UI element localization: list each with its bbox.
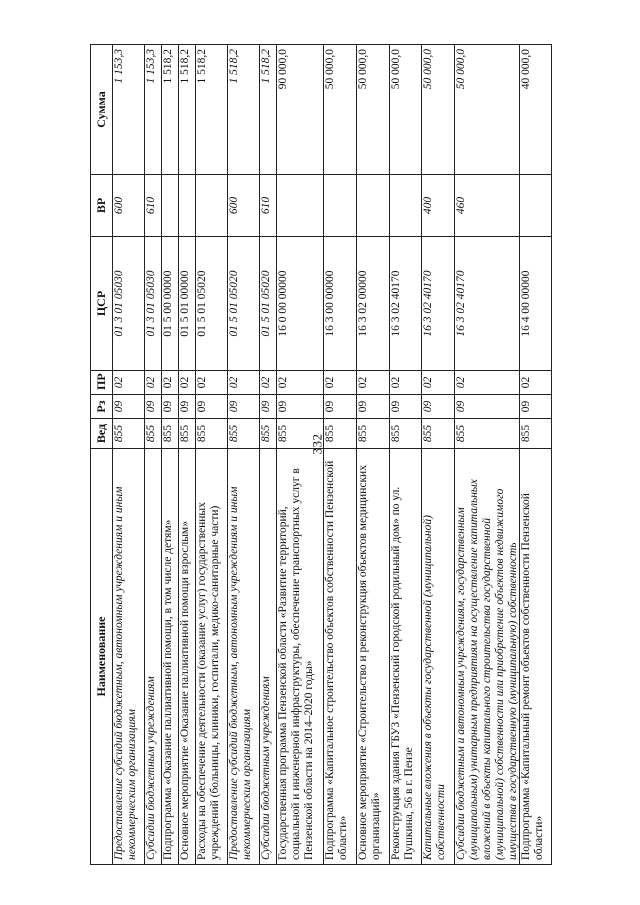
cell-rz: 09 — [455, 395, 520, 419]
header-ved: Вед — [91, 419, 113, 449]
cell-sum: 1 518,2 — [179, 45, 196, 175]
cell-rz: 09 — [162, 395, 179, 419]
cell-ved: 855 — [422, 419, 455, 449]
cell-rz: 09 — [520, 395, 552, 419]
cell-pr: 02 — [179, 371, 196, 395]
cell-csr: 01 5 01 05020 — [260, 237, 277, 371]
cell-name: Предоставление субсидий бюджетным, автономным учреждениям и иным некоммерческим организациям — [113, 449, 145, 865]
cell-pr: 02 — [145, 371, 162, 395]
cell-csr: 16 3 00 00000 — [324, 237, 357, 371]
cell-ved: 855 — [228, 419, 260, 449]
cell-name: Подпрограмма «Оказание паллиативной помощи, в том числе детям» — [162, 449, 179, 865]
cell-ved: 855 — [179, 419, 196, 449]
table-row — [260, 45, 277, 865]
table-row — [179, 45, 196, 865]
table-row — [113, 45, 145, 865]
cell-rz: 09 — [422, 395, 455, 419]
budget-table — [90, 44, 552, 865]
table-row — [145, 45, 162, 865]
cell-ved: 855 — [113, 419, 145, 449]
table-row — [324, 45, 357, 865]
cell-vr: 600 — [228, 175, 260, 237]
cell-vr: 460 — [455, 175, 520, 237]
cell-ved: 855 — [145, 419, 162, 449]
cell-pr: 02 — [390, 371, 422, 395]
cell-csr: 16 3 02 40170 — [390, 237, 422, 371]
cell-csr: 16 3 02 40170 — [455, 237, 520, 371]
cell-vr — [357, 175, 390, 237]
cell-sum: 1 518,2 — [260, 45, 277, 175]
cell-ved: 855 — [390, 419, 422, 449]
cell-csr: 01 5 00 00000 — [162, 237, 179, 371]
cell-name: Расходы на обеспечение деятельности (оказание услуг) государственных учреждений (больницы, клиники, госпитали, медико-санитарные части) — [196, 449, 228, 865]
cell-ved: 855 — [357, 419, 390, 449]
cell-ved: 855 — [196, 419, 228, 449]
header-pr: ПР — [91, 371, 113, 395]
cell-ved: 855 — [277, 419, 324, 449]
cell-name: Субсидии бюджетным учреждениям — [145, 449, 162, 865]
cell-pr: 02 — [455, 371, 520, 395]
cell-csr: 01 3 01 05030 — [113, 237, 145, 371]
cell-rz: 09 — [179, 395, 196, 419]
cell-rz: 09 — [228, 395, 260, 419]
cell-pr: 02 — [228, 371, 260, 395]
cell-pr: 02 — [520, 371, 552, 395]
cell-rz: 09 — [145, 395, 162, 419]
cell-sum: 90 000,0 — [277, 45, 324, 175]
cell-csr: 16 0 00 00000 — [277, 237, 324, 371]
cell-sum: 50 000,0 — [422, 45, 455, 175]
table-row — [455, 45, 520, 865]
cell-pr: 02 — [422, 371, 455, 395]
cell-pr: 02 — [196, 371, 228, 395]
cell-sum: 1 518,2 — [228, 45, 260, 175]
cell-sum: 40 000,0 — [520, 45, 552, 175]
cell-ved: 855 — [162, 419, 179, 449]
cell-vr — [277, 175, 324, 237]
cell-pr: 02 — [324, 371, 357, 395]
cell-csr: 01 5 01 00000 — [179, 237, 196, 371]
cell-rz: 09 — [357, 395, 390, 419]
cell-sum: 50 000,0 — [455, 45, 520, 175]
cell-vr — [162, 175, 179, 237]
table-row — [422, 45, 455, 865]
cell-pr: 02 — [113, 371, 145, 395]
table-row — [357, 45, 390, 865]
header-csr: ЦСР — [91, 237, 113, 371]
table-row — [390, 45, 422, 865]
page-number: 332 — [309, 433, 325, 455]
cell-rz: 09 — [324, 395, 357, 419]
cell-rz: 09 — [277, 395, 324, 419]
cell-rz: 09 — [113, 395, 145, 419]
cell-pr: 02 — [277, 371, 324, 395]
cell-sum: 50 000,0 — [390, 45, 422, 175]
cell-csr: 16 4 00 00000 — [520, 237, 552, 371]
cell-name: Подпрограмма «Капитальное строительство объектов собственности Пензенской области» — [324, 449, 357, 865]
cell-name: Реконструкция здания ГБУЗ «Пензенский городской родильный дом» по ул. Пушкина, 56 в г. Пензе — [390, 449, 422, 865]
cell-rz: 09 — [390, 395, 422, 419]
header-sum: Сумма — [91, 45, 113, 175]
cell-vr — [520, 175, 552, 237]
cell-name: Основное мероприятие «Оказание паллиативной помощи взрослым» — [179, 449, 196, 865]
cell-sum: 50 000,0 — [357, 45, 390, 175]
cell-ved: 855 — [520, 419, 552, 449]
cell-name: Предоставление субсидий бюджетным, автономным учреждениям и иным некоммерческим организациям — [228, 449, 260, 865]
rotated-table-container — [90, 45, 546, 865]
cell-vr — [196, 175, 228, 237]
cell-pr: 02 — [357, 371, 390, 395]
header-rz: Рз — [91, 395, 113, 419]
cell-rz: 09 — [196, 395, 228, 419]
cell-name: Государственная программа Пензенской области «Развитие территорий, социальной и инженерной инфраструктуры, обеспечение транспортных услуг в Пензенской области на 2014–2020 годы» — [277, 449, 324, 865]
cell-sum: 1 153,3 — [145, 45, 162, 175]
cell-name: Субсидии бюджетным учреждениям — [260, 449, 277, 865]
cell-name: Капитальные вложения в объекты государственной (муниципальной) собственности — [422, 449, 455, 865]
cell-csr: 01 5 01 05020 — [196, 237, 228, 371]
cell-vr — [324, 175, 357, 237]
cell-sum: 50 000,0 — [324, 45, 357, 175]
cell-rz: 09 — [260, 395, 277, 419]
cell-csr: 01 5 01 05020 — [228, 237, 260, 371]
cell-ved: 855 — [455, 419, 520, 449]
cell-vr: 610 — [260, 175, 277, 237]
cell-vr: 600 — [113, 175, 145, 237]
cell-vr: 610 — [145, 175, 162, 237]
table-row — [277, 45, 324, 865]
header-row — [91, 45, 113, 865]
cell-csr: 16 3 02 00000 — [357, 237, 390, 371]
table-row — [228, 45, 260, 865]
header-vr: ВР — [91, 175, 113, 237]
cell-sum: 1 518,2 — [162, 45, 179, 175]
cell-vr: 400 — [422, 175, 455, 237]
cell-name: Подпрограмма «Капитальный ремонт объектов собственности Пензенской области» — [520, 449, 552, 865]
cell-name: Субсидии бюджетным и автономным учреждениям, государственным (муниципальным) унитарным предприятиям на осуществление капитальных вложений в объекты капитального строительства государственной (муниципальной) собственности или приобретение объектов недвижимого имущества в государственную (муниципальную) собственность — [455, 449, 520, 865]
cell-name: Основное мероприятие «Строительство и реконструкция объектов медицинских организаций» — [357, 449, 390, 865]
table-row — [196, 45, 228, 865]
cell-pr: 02 — [260, 371, 277, 395]
cell-sum: 1 518,2 — [196, 45, 228, 175]
cell-csr: 16 3 02 40170 — [422, 237, 455, 371]
cell-ved: 855 — [260, 419, 277, 449]
cell-csr: 01 3 01 05030 — [145, 237, 162, 371]
cell-vr — [179, 175, 196, 237]
table-row — [162, 45, 179, 865]
cell-pr: 02 — [162, 371, 179, 395]
cell-sum: 1 153,3 — [113, 45, 145, 175]
header-name: Наименование — [91, 449, 113, 865]
cell-vr — [390, 175, 422, 237]
cell-ved: 855 — [324, 419, 357, 449]
table-row — [520, 45, 552, 865]
